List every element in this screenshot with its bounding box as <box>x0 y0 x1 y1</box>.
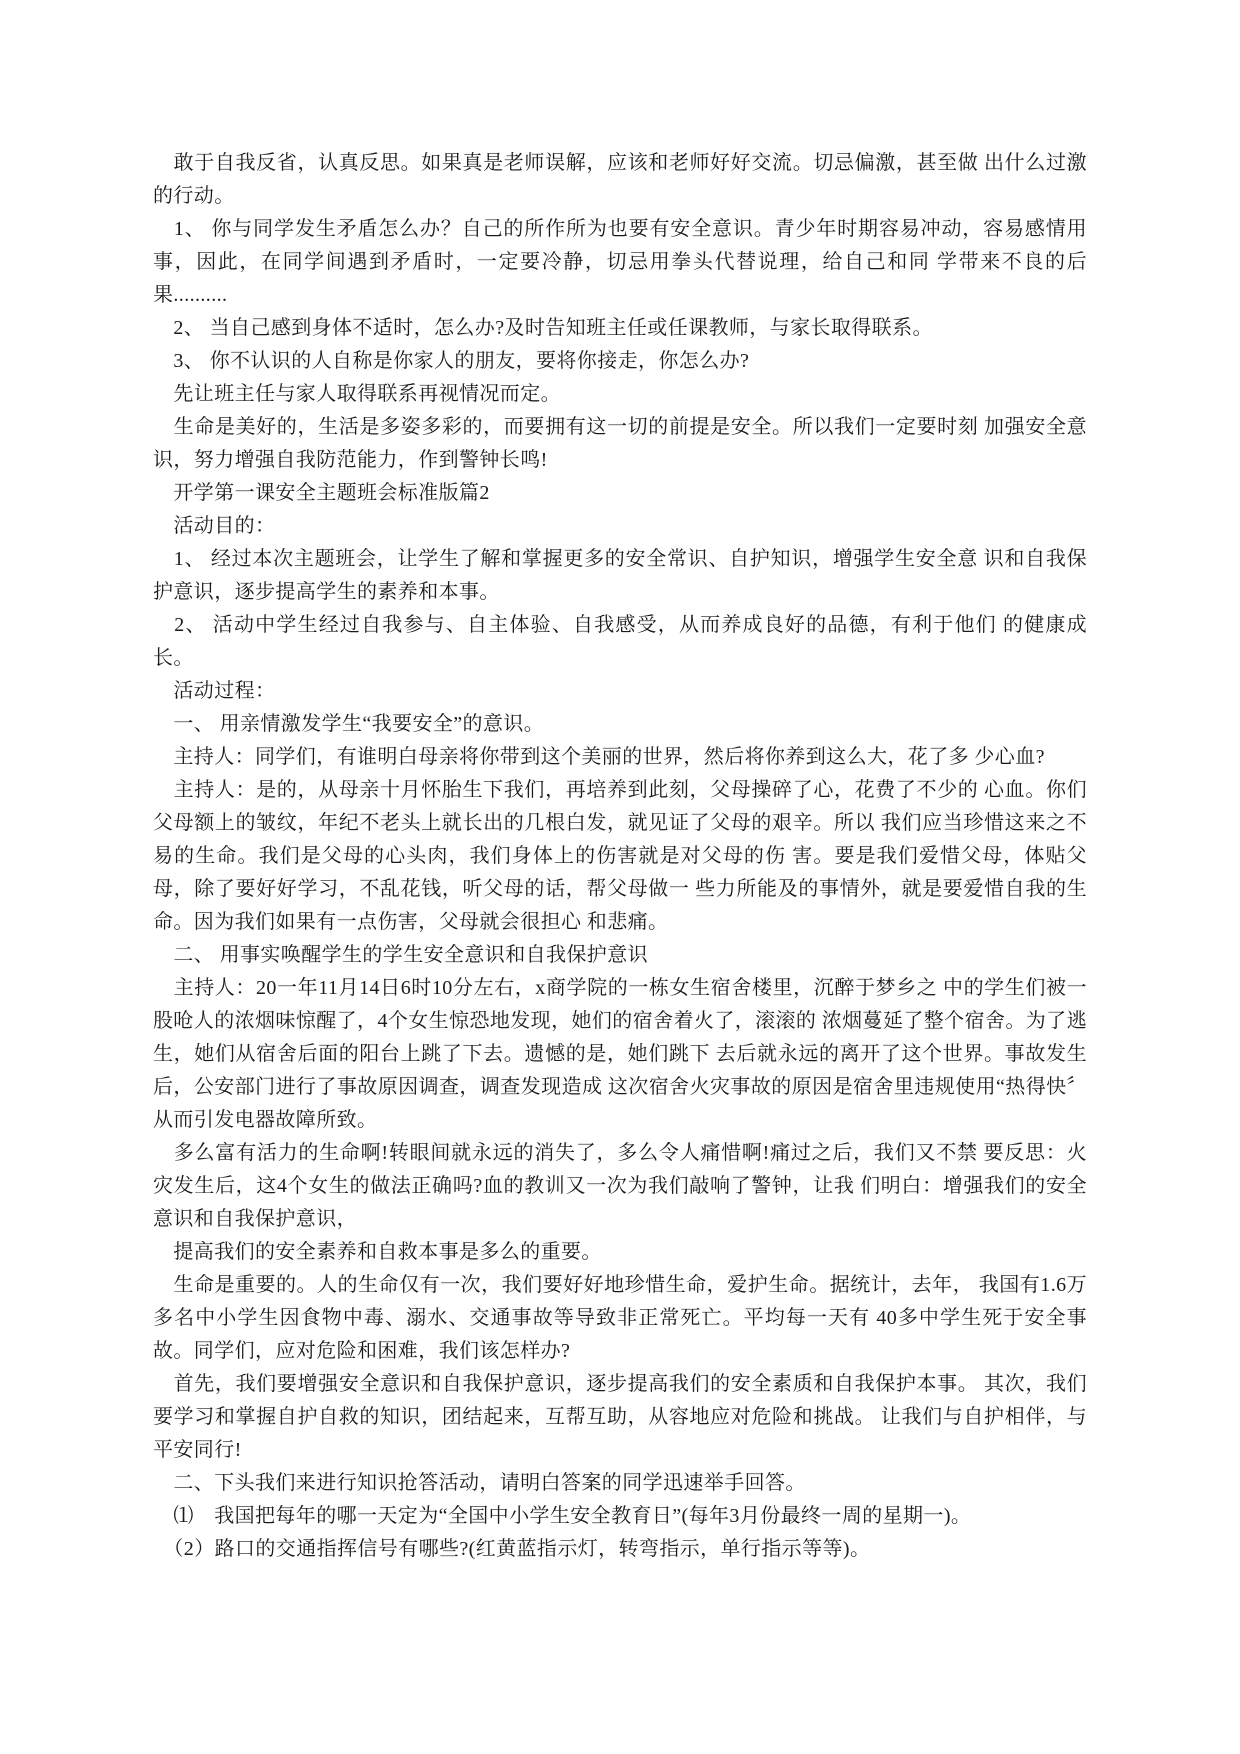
paragraph: 主持人：是的，从母亲十月怀胎生下我们，再培养到此刻，父母操碎了心，花费了不少的 心血。你们父母额上的皱纹，年纪不老头上就长出的几根白发，就见证了父母的艰辛。所以 我们应当珍惜这来之不易的生命。我们是父母的心头肉，我们身体上的伤害就是对父母的伤 害。要是我们爱惜父母，体贴父母，除了要好好学习，不乱花钱，听父母的话，帮父母做一 些力所能及的事情外，就是要爱惜自我的生命。因为我们如果有一点伤害，父母就会很担心 和悲痛。 <box>153 779 1087 933</box>
paragraph: 多么富有活力的生命啊!转眼间就永远的消失了，多么令人痛惜啊!痛过之后，我们又不禁 要反思：火灾发生后，这4个女生的做法正确吗?血的教训又一次为我们敲响了警钟，让我 们明白：增强我们的安全意识和自我保护意识， <box>153 1142 1087 1230</box>
paragraph: 提高我们的安全素养和自救本事是多么的重要。 <box>153 1241 602 1263</box>
paragraph: 敢于自我反省，认真反思。如果真是老师误解，应该和老师好好交流。切忌偏激，甚至做 出什么过激的行动。 <box>153 152 1087 207</box>
subheading: 二、下头我们来进行知识抢答活动，请明白答案的同学迅速举手回答。 <box>153 1472 806 1494</box>
paragraph: 3、 你不认识的人自称是你家人的朋友，要将你接走，你怎么办? <box>153 350 750 372</box>
paragraph: 生命是重要的。人的生命仅有一次，我们要好好地珍惜生命，爱护生命。据统计，去年， 我国有1.6万多名中小学生因食物中毒、溺水、交通事故等导致非正常死亡。平均每一天有 40多中学生死于安全事故。同学们，应对危险和困难，我们该怎样办? <box>153 1274 1087 1362</box>
subheading: 二、 用事实唤醒学生的学生安全意识和自我保护意识 <box>153 944 648 966</box>
paragraph: 2、 当自己感到身体不适时，怎么办?及时告知班主任或任课教师，与家长取得联系。 <box>153 317 933 339</box>
subheading: 一、 用亲情激发学生“我要安全”的意识。 <box>153 713 545 735</box>
paragraph: 1、 经过本次主题班会，让学生了解和掌握更多的安全常识、自护知识，增强学生安全意 识和自我保护意识，逐步提高学生的素养和本事。 <box>153 548 1087 603</box>
subheading: 活动目的： <box>153 515 276 537</box>
section-heading: 开学第一课安全主题班会标准版篇2 <box>153 482 490 504</box>
paragraph: 2、 活动中学生经过自我参与、自主体验、自我感受，从而养成良好的品德，有利于他们 的健康成长。 <box>153 614 1087 669</box>
paragraph: 首先，我们要增强安全意识和自我保护意识，逐步提高我们的安全素质和自我保护本事。 其次，我们要学习和掌握自护自救的知识，团结起来，互帮互助，从容地应对危险和挑战。 让我们与自护相伴，与平安同行! <box>153 1373 1087 1461</box>
paragraph: 先让班主任与家人取得联系再视情况而定。 <box>153 383 561 405</box>
paragraph: 主持人：同学们，有谁明白母亲将你带到这个美丽的世界，然后将你养到这么大，花了多 少心血? <box>153 746 1045 768</box>
document-body <box>153 147 1087 1566</box>
paragraph: 主持人：20一年11月14日6时10分左右，x商学院的一栋女生宿舍楼里，沉醉于梦乡之 中的学生们被一股呛人的浓烟味惊醒了，4个女生惊恐地发现，她们的宿舍着火了，滚滚的 浓烟蔓延了整个宿舍。为了逃生，她们从宿舍后面的阳台上跳了下去。遗憾的是，她们跳下 去后就永远的离开了这个世界。事故发生后，公安部门进行了事故原因调查，调查发现造成 这次宿舍火灾事故的原因是宿舍里违规使用“热得快〞从而引发电器故障所致。 <box>153 977 1087 1131</box>
subheading: 活动过程： <box>153 680 276 702</box>
paragraph: 1、 你与同学发生矛盾怎么办？自己的所作所为也要有安全意识。青少年时期容易冲动，容易感情用事，因此，在同学间遇到矛盾时，一定要冷静，切忌用拳头代替说理，给自己和同 学带来不良的后果.......... <box>153 218 1087 306</box>
paragraph: 生命是美好的，生活是多姿多彩的，而要拥有这一切的前提是安全。所以我们一定要时刻 加强安全意识，努力增强自我防范能力，作到警钟长鸣! <box>153 416 1087 471</box>
list-item: （2）路口的交通指挥信号有哪些?(红黄蓝指示灯，转弯指示，单行指示等等)。 <box>153 1538 871 1560</box>
list-item: ⑴ 我国把每年的哪一天定为“全国中小学生安全教育日”(每年3月份最终一周的星期一)。 <box>153 1505 972 1527</box>
